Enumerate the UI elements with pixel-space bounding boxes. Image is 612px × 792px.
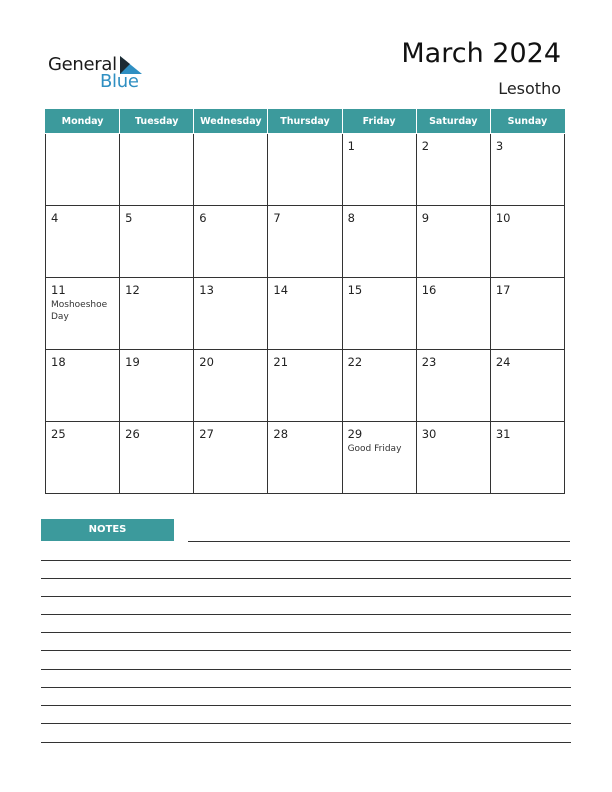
day-cell [490,206,564,278]
day-cell [120,350,194,422]
day-cell [120,422,194,494]
day-number: 1 [347,139,355,153]
day-cell [120,278,194,350]
day-number: 15 [347,283,363,297]
logo-blue-text: Blue [100,71,139,92]
day-number: 21 [273,355,289,369]
day-cell [46,206,120,278]
day-number: 6 [199,211,207,225]
weekday-header: Saturday [416,110,490,134]
weekday-header: Thursday [268,110,342,134]
note-line [41,669,571,670]
day-number: 10 [495,211,511,225]
note-line [41,705,571,706]
day-number: 12 [125,283,140,297]
day-number: 14 [273,283,289,297]
weekday-header: Tuesday [120,110,194,134]
day-cell [268,278,342,350]
day-cell [46,278,120,350]
day-cell [194,206,268,278]
day-cell [416,278,490,350]
day-number: 30 [421,427,437,441]
weekday-header-row [46,110,565,134]
note-line [41,578,571,579]
day-number: 5 [125,211,133,225]
day-number: 20 [199,355,214,369]
day-cell [194,278,268,350]
day-cell [120,134,194,206]
logo-general-text: General [48,54,117,75]
notes-label: NOTES [41,519,174,541]
day-cell [490,278,564,350]
day-number: 4 [51,211,59,225]
day-cell [416,134,490,206]
day-cell [46,134,120,206]
calendar-body [46,134,565,494]
day-number: 28 [273,427,289,441]
day-cell [268,350,342,422]
weekday-header: Monday [46,110,120,134]
day-number: 3 [495,139,504,153]
holiday-label: Moshoeshoe Day [51,300,108,322]
day-cell [268,422,342,494]
logo [48,54,158,94]
weekday-header: Friday [342,110,416,134]
day-number: 29 [347,427,363,441]
weekday-header: Sunday [490,110,564,134]
holiday-label: Good Friday [347,444,402,454]
note-line [41,596,571,597]
day-number: 22 [347,355,363,369]
note-line [41,742,571,743]
day-number: 7 [273,211,281,225]
day-cell [490,134,564,206]
note-line [41,560,571,561]
day-cell [120,206,194,278]
day-number: 8 [347,211,355,225]
day-cell [46,350,120,422]
country-name: Lesotho [498,79,561,98]
page-title: March 2024 [401,38,561,69]
note-line [41,632,571,633]
day-cell [342,278,416,350]
day-number: 26 [125,427,140,441]
day-number: 9 [421,211,430,225]
day-number: 31 [495,427,511,441]
day-cell [268,134,342,206]
weekday-header: Wednesday [194,110,268,134]
day-number: 13 [199,283,214,297]
day-cell [194,350,268,422]
day-cell [490,422,564,494]
calendar-week-row [46,350,565,422]
note-line [41,614,571,615]
day-number: 16 [421,283,437,297]
note-line [41,723,571,724]
day-cell [268,206,342,278]
day-number: 25 [51,427,66,441]
day-cell [194,134,268,206]
note-line [41,650,571,651]
day-cell [342,134,416,206]
day-cell [416,422,490,494]
day-number: 18 [51,355,66,369]
calendar-week-row [46,134,565,206]
note-line [41,687,571,688]
day-number: 23 [421,355,437,369]
calendar-grid [45,109,565,494]
day-number: 24 [495,355,511,369]
day-number: 17 [495,283,511,297]
day-cell [490,350,564,422]
day-cell [342,422,416,494]
day-number: 19 [125,355,140,369]
day-cell [342,206,416,278]
day-number: 11 [51,283,66,297]
calendar-week-row [46,422,565,494]
day-cell [46,422,120,494]
day-cell [416,350,490,422]
calendar-week-row [46,206,565,278]
day-number: 27 [199,427,214,441]
day-cell [342,350,416,422]
calendar-week-row [46,278,565,350]
day-number: 2 [421,139,430,153]
day-cell [194,422,268,494]
day-cell [416,206,490,278]
note-line [188,541,570,542]
